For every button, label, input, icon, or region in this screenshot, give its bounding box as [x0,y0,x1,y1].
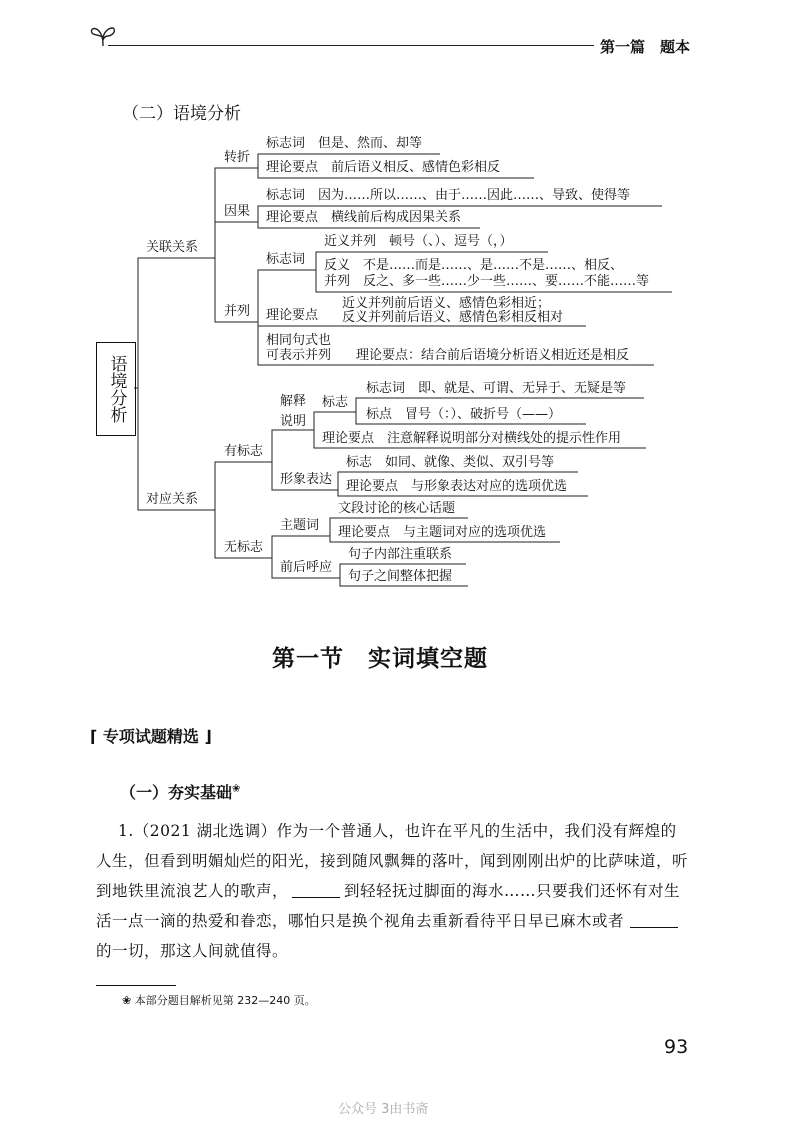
binglie-marker-label: 标志词 [266,252,306,267]
section-heading: （二）语境分析 [122,104,241,124]
question-line [96,906,696,936]
binglie-theory-1: 近义并列前后语义、感情色彩相近； [342,296,551,311]
binglie-antonym-1: 反义 不是……而是……、是……不是……、相反、 [324,258,624,273]
question-line: 1.（2021 湖北选调）作为一个普通人，也许在平凡的生活中，我们没有辉煌的 [118,822,677,840]
zhuanzhe-theory: 理论要点 前后语义相反、感情色彩相反 [266,160,501,175]
watermark: 公众号 3由书斋 [338,1102,429,1117]
echo-1: 句子内部注重联系 [348,547,453,562]
question-text: 活一点一滴的热爱和眷恋，哪怕只是换个视角去重新看待平日早已麻木或者 [96,912,625,930]
node-yinguo: 因果 [224,204,251,219]
echo-2: 句子之间整体把握 [348,569,453,584]
yinguo-marker: 标志词 因为……所以……、由于……因此……、导致、使得等 [266,188,631,203]
figurative-theory: 理论要点 与形象表达对应的选项优选 [346,479,568,494]
node-zhuanzhe: 转折 [224,150,251,165]
question-body [96,816,696,966]
explain-label-2: 说明 [280,414,307,429]
question-line [96,876,696,906]
node-wubiaozhi: 无标志 [224,540,264,555]
header-title: 第一篇 题本 [600,38,691,56]
flower-note-icon: ❀ [122,994,135,1007]
question-line: 的一切，那这人间就值得。 [96,942,289,960]
node-binglie: 并列 [224,304,251,319]
bracket-left: ⌈ [90,727,103,746]
special-section-label: 专项试题精选 [102,727,199,746]
binglie-theory-2: 反义并列前后语义、感情色彩相反相对 [342,310,564,325]
binglie-synonym: 近义并列 顿号（、）、逗号（，） [324,234,513,249]
figurative-marker: 标志 如同、就像、类似、双引号等 [346,455,555,470]
topic-label: 主题词 [280,518,320,533]
blank-2[interactable] [630,911,678,928]
explain-words: 标志词 即、就是、可谓、无异于、无疑是等 [366,381,627,396]
node-duiying: 对应关系 [146,492,199,507]
binglie-same-form-1: 相同句式也 [266,333,332,348]
bracket-right: ⌋ [198,727,212,746]
explain-punct: 标点 冒号（：）、破折号（——） [366,407,562,422]
node-guanlian: 关联关系 [146,240,199,255]
footnote-text: 本部分题目解析见第 232—240 页。 [134,994,316,1007]
question-text: 到地铁里流浪艺人的歌声， [96,882,289,900]
binglie-antonym-2: 并列 反之、多一些……少一些……、要……不能……等 [324,274,650,289]
chapter-title: 第一节 实词填空题 [272,646,488,672]
echo-label: 前后呼应 [280,560,333,575]
topic-2: 理论要点 与主题词对应的选项优选 [338,525,547,540]
topic-1: 文段讨论的核心话题 [338,501,456,516]
explain-marker-label: 标志 [322,395,349,410]
diagram-root: 语境分析 [96,342,136,436]
yinguo-theory: 理论要点 横线前后构成因果关系 [266,210,462,225]
page-number: 93 [664,1036,689,1058]
subsection-label: （一）夯实基础 [120,783,233,802]
binglie-same-form-2: 可表示并列 [266,348,332,363]
binglie-theory-label: 理论要点 [266,308,319,323]
footnote-rule [96,985,176,986]
zhuanzhe-marker: 标志词 但是、然而、却等 [266,136,423,151]
figurative-label: 形象表达 [280,472,333,487]
binglie-same-form-theory: 理论要点：结合前后语境分析语义相近还是相反 [356,348,630,363]
explain-label-1: 解释 [280,394,307,409]
blank-1[interactable] [292,881,340,898]
node-youbiaozhi: 有标志 [224,444,264,459]
explain-theory: 理论要点 注意解释说明部分对横线处的提示性作用 [322,431,622,446]
question-text: 到轻轻抚过脚面的海水……只要我们还怀有对生 [344,882,681,900]
special-section [90,724,212,747]
subsection-heading [120,780,240,803]
footnote [122,992,316,1008]
question-line: 人生，但看到明媚灿烂的阳光，接到随风飘舞的落叶，闻到刚刚出炉的比萨味道，听 [96,852,689,870]
flower-note-icon: ❀ [232,783,241,795]
